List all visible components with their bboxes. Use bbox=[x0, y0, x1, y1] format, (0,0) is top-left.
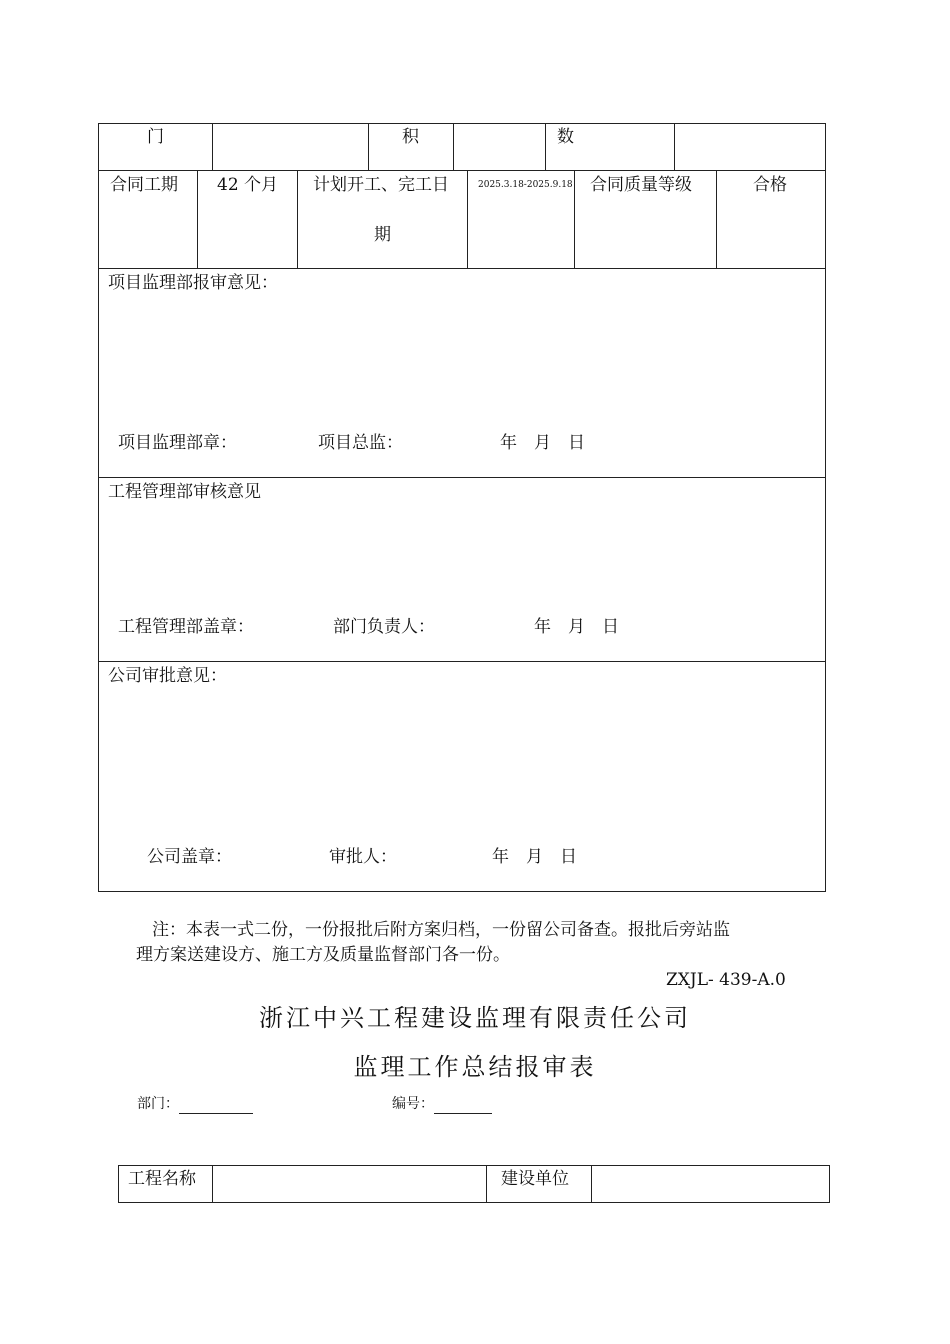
divider bbox=[453, 123, 454, 170]
company-opinion-heading: 公司审批意见： bbox=[108, 666, 227, 686]
divider bbox=[98, 268, 826, 269]
number-meta-label: 编号： bbox=[392, 1096, 434, 1112]
divider bbox=[98, 661, 826, 662]
divider bbox=[674, 123, 675, 170]
number-meta-field[interactable] bbox=[434, 1099, 492, 1114]
supervision-opinion-heading: 项目监理部报审意见： bbox=[108, 273, 278, 293]
company-name: 浙江中兴工程建设监理有限责任公司 bbox=[259, 1004, 691, 1032]
dept-meta-field[interactable] bbox=[179, 1099, 253, 1114]
count-label: 数 bbox=[557, 127, 574, 147]
quality-grade-value: 合格 bbox=[753, 175, 787, 195]
approver-label: 审批人： bbox=[329, 847, 397, 867]
company-seal-label: 公司盖章： bbox=[147, 847, 232, 867]
contract-period-label: 合同工期 bbox=[110, 175, 178, 195]
company-date: 年 月 日 bbox=[492, 847, 577, 867]
count-value-cell[interactable] bbox=[676, 125, 824, 169]
divider bbox=[368, 123, 369, 170]
engineering-date: 年 月 日 bbox=[534, 617, 619, 637]
dept-label: 门 bbox=[147, 127, 164, 147]
divider bbox=[212, 123, 213, 170]
supervision-opinion-area[interactable] bbox=[100, 300, 824, 420]
engineering-seal-label: 工程管理部盖章： bbox=[118, 617, 254, 637]
department-head-label: 部门负责人： bbox=[333, 617, 435, 637]
project-name-label: 工程名称 bbox=[128, 1169, 196, 1189]
divider bbox=[716, 170, 717, 268]
owner-label: 建设单位 bbox=[501, 1169, 569, 1189]
note-line-2: 理方案送建设方、施工方及质量监督部门各一份。 bbox=[136, 945, 510, 965]
divider bbox=[486, 1165, 487, 1203]
divider bbox=[545, 123, 546, 170]
divider bbox=[297, 170, 298, 268]
area-label: 积 bbox=[402, 127, 419, 147]
divider bbox=[591, 1165, 592, 1203]
owner-field[interactable] bbox=[593, 1167, 828, 1201]
area-value-cell[interactable] bbox=[455, 125, 543, 169]
company-opinion-area[interactable] bbox=[100, 692, 824, 832]
dept-meta bbox=[137, 1094, 253, 1114]
supervision-date: 年 月 日 bbox=[500, 433, 585, 453]
planned-dates-label: 计划开工、完工日 bbox=[313, 175, 449, 195]
planned-dates-label-cont: 期 bbox=[374, 225, 391, 245]
divider bbox=[197, 170, 198, 268]
planned-dates-value: 2025.3.18-2025.9.18 bbox=[478, 180, 573, 190]
divider bbox=[98, 477, 826, 478]
form-code: ZXJL- 439-A.0 bbox=[666, 970, 786, 990]
divider bbox=[574, 170, 575, 268]
engineering-opinion-heading: 工程管理部审核意见 bbox=[108, 482, 261, 502]
form-title: 监理工作总结报审表 bbox=[353, 1053, 597, 1081]
divider bbox=[467, 170, 468, 268]
number-meta bbox=[392, 1094, 492, 1114]
note-line-1: 注：本表一式二份，一份报批后附方案归档，一份留公司备查。报批后旁站监 bbox=[152, 920, 730, 940]
quality-grade-label: 合同质量等级 bbox=[590, 175, 692, 195]
engineering-opinion-area[interactable] bbox=[100, 508, 824, 606]
supervision-seal-label: 项目监理部章： bbox=[118, 433, 237, 453]
divider bbox=[212, 1165, 213, 1203]
chief-supervisor-label: 项目总监： bbox=[318, 433, 403, 453]
dept-meta-label: 部门： bbox=[137, 1096, 179, 1112]
dept-value-cell[interactable] bbox=[214, 125, 366, 169]
project-name-field[interactable] bbox=[214, 1167, 484, 1201]
contract-period-value: 42 个月 bbox=[217, 175, 279, 195]
